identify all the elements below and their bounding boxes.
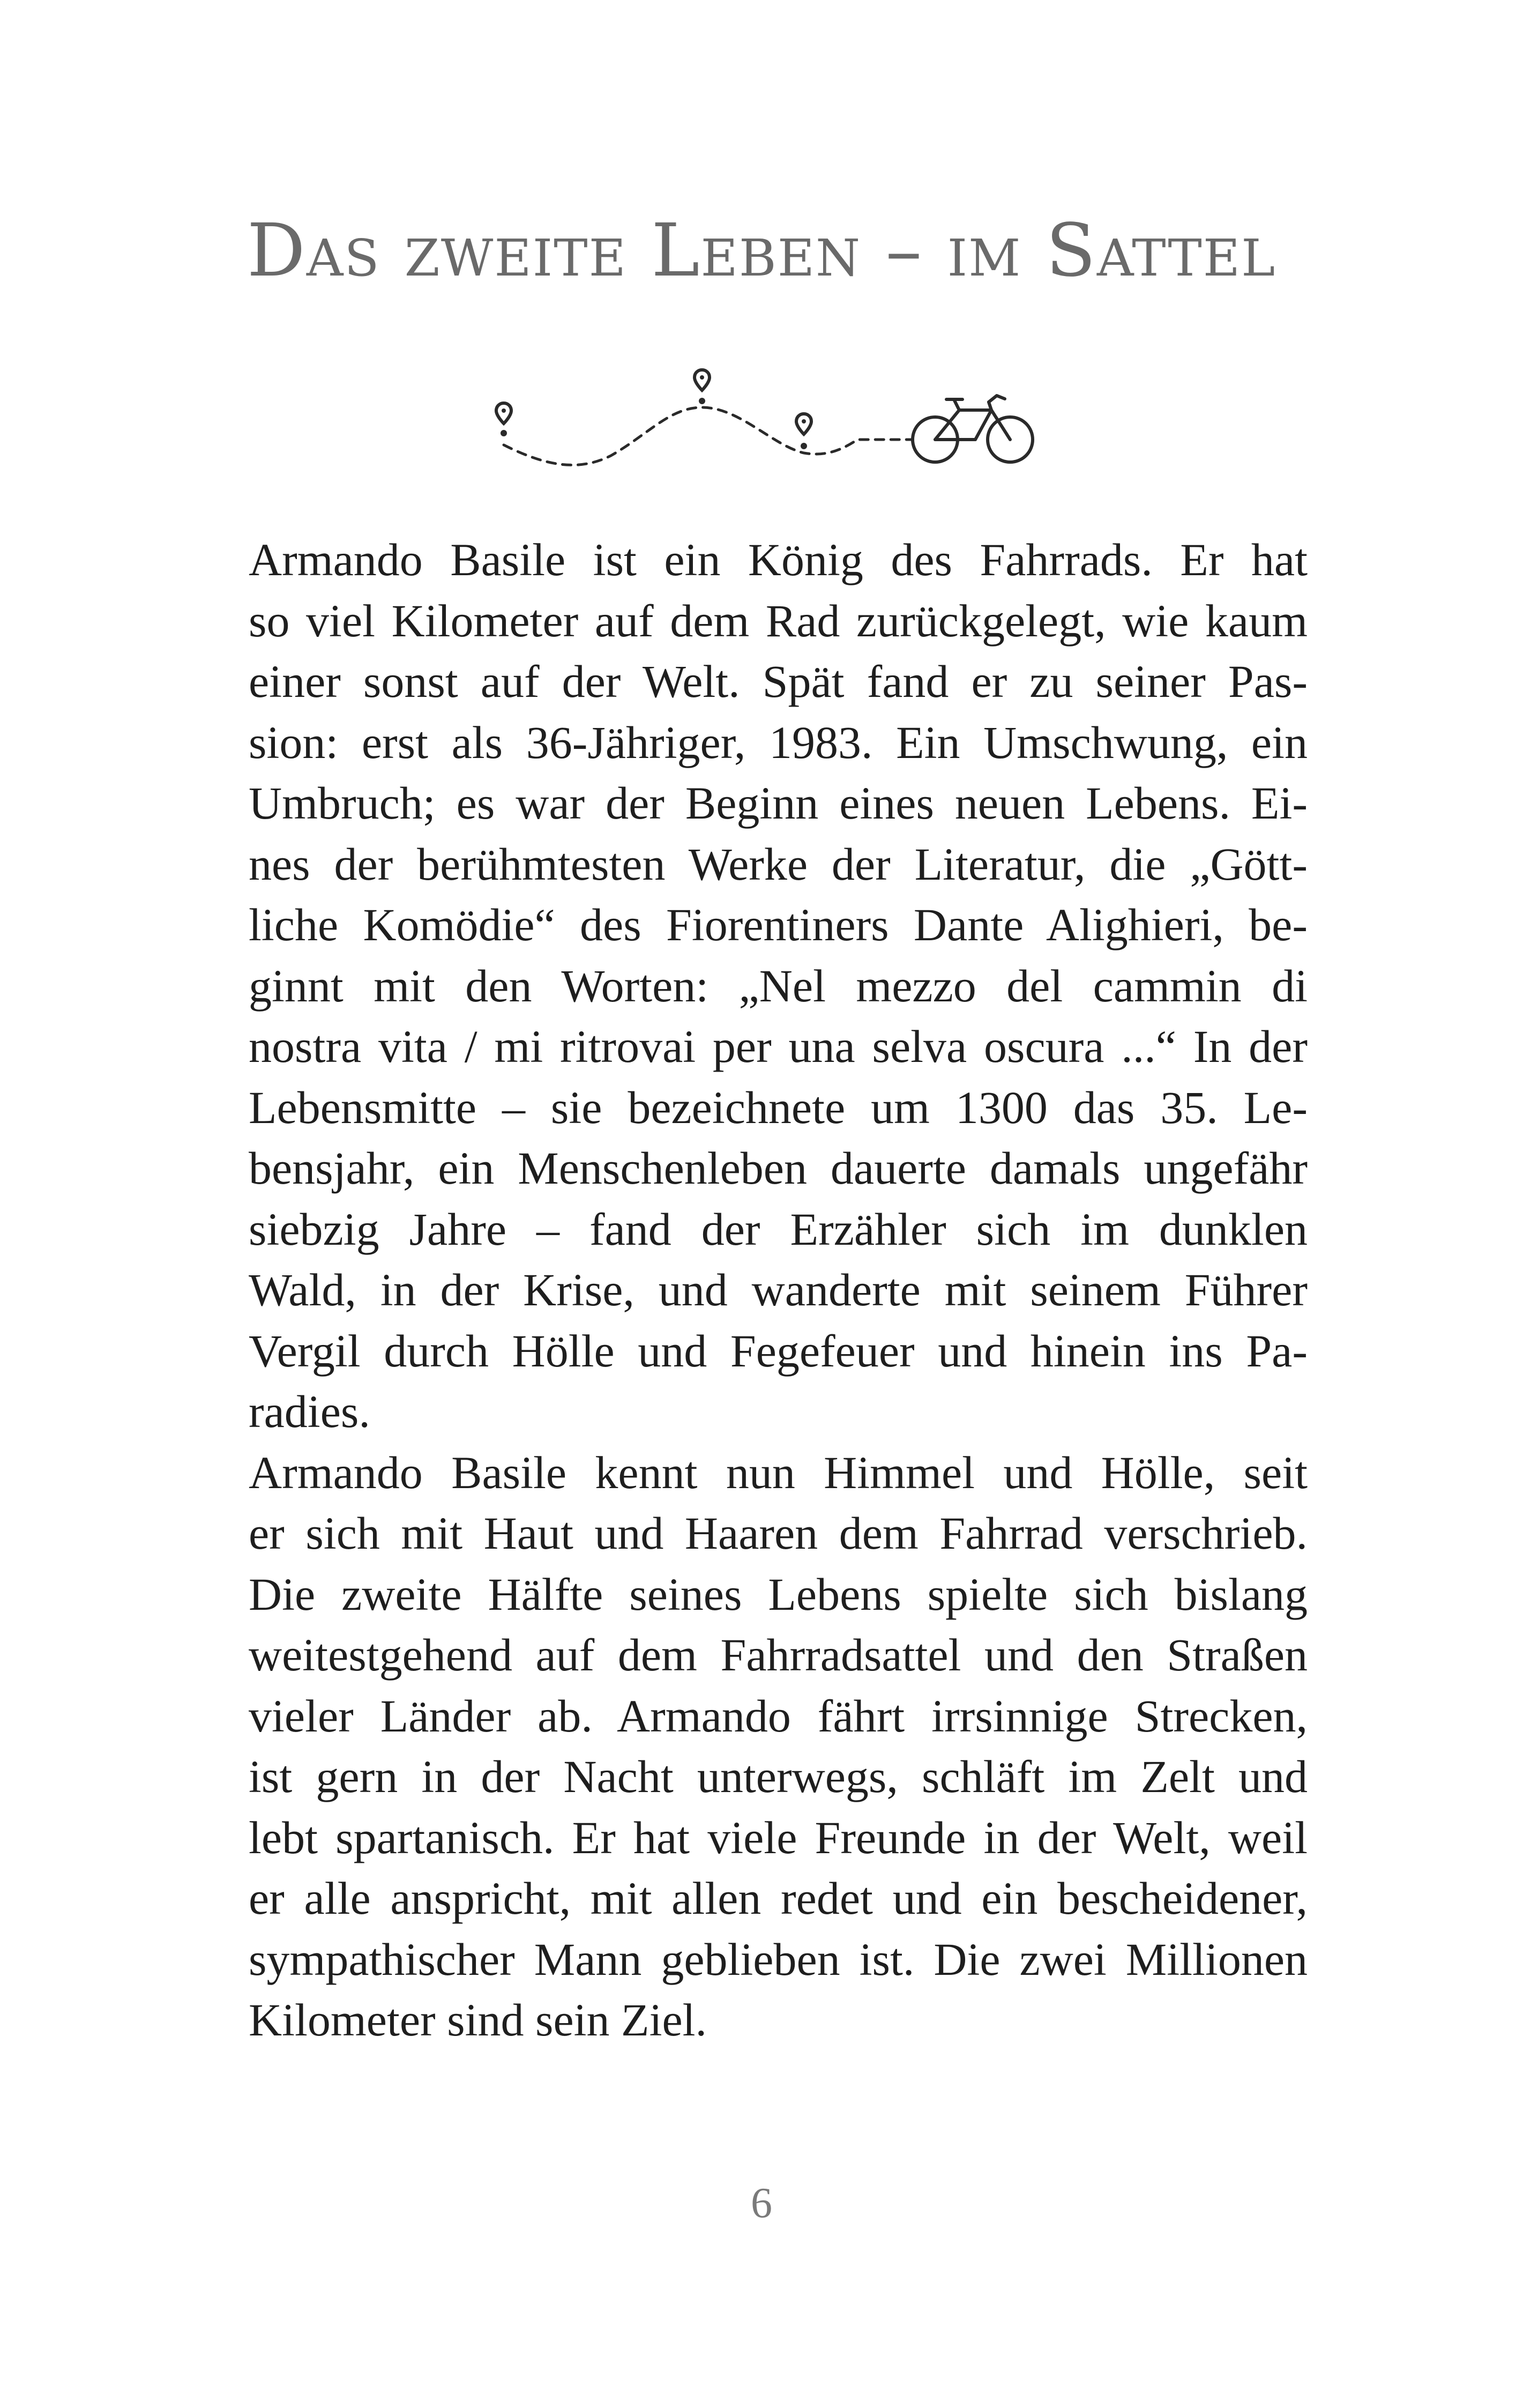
- text-line: so viel Kilometer auf dem Rad zurückgelegt, wie kaum: [249, 594, 1308, 646]
- text-line: Umbruch; es war der Beginn eines neuen Lebens. Ei-: [249, 777, 1308, 829]
- text-line: Armando Basile ist ein König des Fahrrads. Er hat: [249, 534, 1308, 585]
- text-line: ginnt mit den Worten: „Nel mezzo del cammin di: [249, 960, 1308, 1012]
- map-pin-icon: [496, 403, 511, 436]
- text-line: Armando Basile kennt nun Himmel und Hölle, seit: [249, 1446, 1308, 1498]
- text-line: Vergil durch Hölle und Fegefeuer und hinein ins Pa-: [249, 1325, 1308, 1377]
- text-line: bensjahr, ein Menschenleben dauerte damals ungefähr: [249, 1142, 1308, 1194]
- text-line: ist gern in der Nacht unterwegs, schläft im Zelt und: [249, 1751, 1308, 1802]
- body-text: [199, 530, 1308, 2051]
- text-line: Kilometer sind sein Ziel.: [249, 1994, 707, 2046]
- text-line: siebzig Jahre – fand der Erzähler sich im dunklen: [249, 1203, 1308, 1255]
- text-line: er alle anspricht, mit allen redet und ein bescheidener,: [249, 1872, 1308, 1924]
- text-line: vieler Länder ab. Armando fährt irrsinnige Strecken,: [249, 1690, 1308, 1742]
- route-ornament: [472, 365, 1040, 482]
- text-line: Die zweite Hälfte seines Lebens spielte sich bislang: [249, 1568, 1308, 1620]
- paragraph-1: [199, 530, 1308, 1443]
- text-line: radies.: [249, 1386, 370, 1437]
- text-line: sion: erst als 36-Jähriger, 1983. Ein Umschwung, ein: [249, 716, 1308, 768]
- bicycle-icon: [913, 396, 1033, 462]
- text-line: einer sonst auf der Welt. Spät fand er zu seiner Pas-: [249, 656, 1308, 707]
- text-line: er sich mit Haut und Haaren dem Fahrrad verschrieb.: [249, 1507, 1308, 1559]
- text-line: sympathischer Mann geblieben ist. Die zwei Millionen: [249, 1933, 1308, 1985]
- text-line: lebt spartanisch. Er hat viele Freunde in der Welt, weil: [249, 1811, 1308, 1863]
- page-number: 6: [751, 2180, 772, 2227]
- text-line: nostra vita / mi ritrovai per una selva oscura ...“ In der: [249, 1021, 1308, 1072]
- text-line: nes der berühmtesten Werke der Literatur, die „Gött-: [249, 838, 1308, 890]
- text-line: weitestgehend auf dem Fahrradsattel und den Straßen: [249, 1629, 1308, 1681]
- chapter-title: Das zweite Leben – im Sattel: [247, 209, 1276, 293]
- text-line: Lebensmitte – sie bezeichnete um 1300 das 35. Le-: [249, 1081, 1308, 1133]
- text-line: Wald, in der Krise, und wanderte mit seinem Führer: [249, 1264, 1308, 1316]
- map-pin-icon: [695, 370, 710, 404]
- paragraph-2: [199, 1443, 1308, 2051]
- map-pin-icon: [796, 414, 811, 449]
- text-line: liche Komödie“ des Fiorentiners Dante Alighieri, be-: [249, 899, 1308, 950]
